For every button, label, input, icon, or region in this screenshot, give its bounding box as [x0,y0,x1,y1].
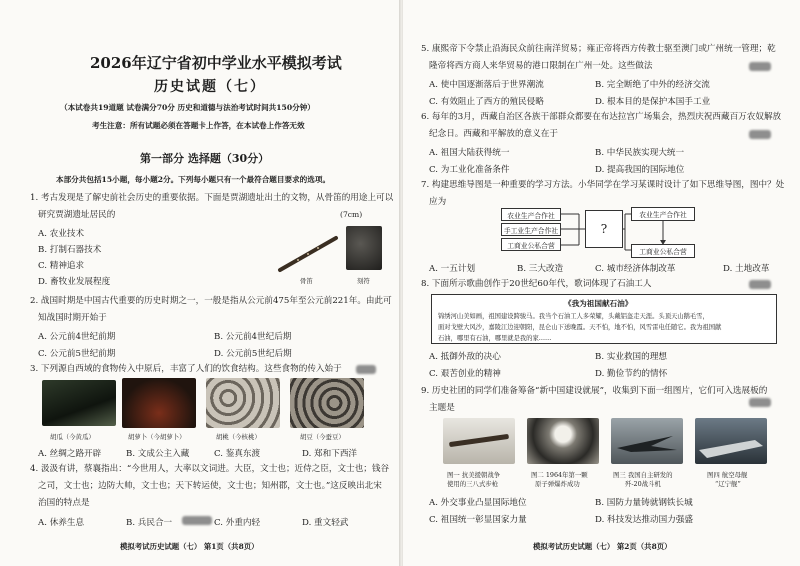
broad-bean-image [290,378,364,428]
q9-caption-4b: “辽宁舰” [715,480,741,488]
mindmap-box-public-private-right: 工商业公私合营 [631,244,695,258]
q9-option-b[interactable]: B. 国防力量铸就钢铁长城 [595,498,693,508]
q2-option-b[interactable]: B. 公元前4世纪后期 [214,332,292,342]
atomic-bomb-image [527,418,599,464]
q6-option-c[interactable]: C. 为工业化准备条件 [429,165,510,175]
q9-caption-4a: 图四 航空母舰 [707,471,748,479]
redaction-mark [356,365,376,374]
q8-stem: 8. 下面所示歌曲创作于20世纪60年代，歌词体现了石油工人 [421,279,652,289]
q2-stem-line1: 2. 战国时期是中国古代重要的历史时期之一，一般是指从公元前475年至公元前221年。由此可 [30,296,392,306]
q7-option-d[interactable]: D. 土地改革 [723,264,770,274]
q1-option-b[interactable]: B. 打制石器技术 [38,245,102,255]
walnut-image [206,378,280,428]
q9-stem-line1: 9. 历史社团的同学们准备筹备“新中国建设就展”，收集到下面一组图片，它们可入选展板的 [421,386,768,396]
q5-option-c[interactable]: C. 有效阻止了西方的殖民侵略 [429,97,544,107]
q2-option-c[interactable]: C. 公元前5世纪前期 [38,349,116,359]
q3-caption-3: 胡桃（今核桃） [216,433,261,441]
q9-caption-2b: 原子弹爆炸成功 [535,480,580,488]
q5-stem-line2: 隆帝将西方商人来华贸易的港口限制在广州一处。这些做法 [429,61,653,71]
q5-option-b[interactable]: B. 完全断绝了中外的经济交流 [595,80,710,90]
q2-option-d[interactable]: D. 公元前5世纪后期 [214,349,292,359]
q7-stem-line1: 7. 构建思维导图是一种重要的学习方法。小华同学在学习某课时设计了如下思维导图，图中？处 [421,180,785,190]
q3-caption-1: 胡瓜（今黄瓜） [50,433,95,441]
q4-option-d[interactable]: D. 重文轻武 [302,518,349,528]
q8-lyrics-line2: 面对戈壁大风沙，嘉陵江边迎朝阳，昆仑山下送晚霞。天不怕，地不怕，风雪雷电任随它。我为祖国献 [438,324,722,331]
q8-lyrics-title: 《我为祖国献石油》 [564,299,633,308]
q4-stem-line3: 治国的特点是 [38,498,90,508]
q2-option-a[interactable]: A. 公元前4世纪前期 [38,332,116,342]
q9-caption-1a: 图一 抗美援朝战争 [447,471,501,479]
carrot-image [122,378,196,428]
q6-option-b[interactable]: B. 中华民族实现大统一 [595,148,685,158]
q8-lyrics-line3: 石油，哪里有石油，哪里就是我的家…… [438,335,552,342]
mindmap-box-agri-coop: 农业生产合作社 [501,208,561,221]
q1-scale: (7cm) [340,210,363,219]
part1-instructions: 本部分共包括15小题，每小题2分。下列每小题只有一个最符合题目要求的选项。 [56,175,331,184]
q1-caption-flute: 骨笛 [300,277,313,285]
q6-stem-line2: 纪念日。西藏和平解放的意义在于 [429,129,558,139]
redaction-mark [749,62,771,71]
q9-option-d[interactable]: D. 科技发达推动国力强盛 [595,515,693,525]
q4-option-b[interactable]: B. 兵民合一 [126,518,173,528]
q8-option-a[interactable]: A. 抵御外敌的决心 [429,352,501,362]
bone-flute-image [276,232,340,274]
q1-option-c[interactable]: C. 精神追求 [38,261,85,271]
exam-notice: 考生注意：所有试题必须在答题卡上作答，在本试卷上作答无效 [92,121,305,130]
exam-info: （本试卷共19道题 试卷满分70分 历史和道德与法治考试时间共150分钟） [60,103,315,112]
cucumber-image [42,380,116,426]
mindmap-box-handicraft-coop: 手工业生产合作社 [501,223,561,236]
q9-caption-1b: 使用的三八式步枪 [447,480,499,488]
redaction-mark [749,398,771,407]
q3-caption-4: 胡豆（今蚕豆） [300,433,345,441]
q8-option-d[interactable]: D. 勤俭节约的情怀 [595,369,668,379]
q6-stem-line1: 6. 每年的3月，西藏自治区各族干部群众都要在布达拉宫广场集会，热烈庆祝西藏百万农奴解放 [421,112,782,122]
liaoning-carrier-image [695,418,767,464]
redaction-mark [749,130,771,139]
redaction-mark [749,280,771,289]
q9-option-a[interactable]: A. 外交事业凸显国际地位 [429,498,527,508]
q2-stem-line2: 知战国时期开始于 [38,313,107,323]
q7-option-b[interactable]: B. 三大改造 [517,264,564,274]
q7-option-a[interactable]: A. 一五计划 [429,264,476,274]
q3-option-d[interactable]: D. 郑和下西洋 [302,449,358,459]
q4-option-c[interactable]: C. 外重内轻 [214,518,261,528]
q1-stem-line2: 研究贾湖遗址居民的 [38,210,116,220]
q1-option-a[interactable]: A. 农业技术 [38,229,85,239]
right-footer: 模拟考试历史试题（七） 第2页（共8页） [533,542,672,551]
q1-caption-symbol: 刻符 [357,277,370,285]
j20-fighter-image [611,418,683,464]
rifle-image [443,418,515,464]
q5-option-d[interactable]: D. 根本目的是保护本国手工业 [595,97,711,107]
q9-stem-line2: 主题是 [429,403,455,413]
mindmap-box-question: ? [585,210,623,248]
q3-option-b[interactable]: B. 文成公主入藏 [126,449,190,459]
q7-option-c[interactable]: C. 城市经济体制改革 [595,264,676,274]
q8-option-b[interactable]: B. 实业救国的理想 [595,352,667,362]
q9-caption-3b: 歼-20战斗机 [625,480,661,488]
redaction-mark [182,516,212,525]
part1-heading: 第一部分 选择题（30分） [140,152,270,165]
q8-lyrics-line1: 锦绣河山美如画，祖国建设跨骏马。我当个石油工人多荣耀，头戴铝盔走天涯。头顶天山鹅毛雪， [438,313,709,320]
q4-option-a[interactable]: A. 休养生息 [38,518,85,528]
q6-option-d[interactable]: D. 提高我国的国际地位 [595,165,685,175]
carved-symbol-image [346,226,382,270]
q3-option-a[interactable]: A. 丝绸之路开辟 [38,449,102,459]
q9-caption-3a: 图三 我国自主研发的 [613,471,673,479]
q8-lyrics-box [431,294,777,344]
q1-stem-line1: 1. 考古发现是了解史前社会历史的重要依据。下面是贾湖遗址出土的文物，从骨笛的用途上可以 [30,193,394,203]
q9-caption-2a: 图二 1964年第一颗 [531,471,588,479]
q7-stem-line2: 应为 [429,197,447,207]
q8-option-c[interactable]: C. 艰苦创业的精神 [429,369,501,379]
q9-option-c[interactable]: C. 祖国统一彰显国家力量 [429,515,527,525]
mindmap-box-public-private: 工商业公私合营 [501,238,561,251]
q3-option-c[interactable]: C. 鉴真东渡 [214,449,261,459]
left-footer: 模拟考试历史试题（七） 第1页（共8页） [120,542,259,551]
q3-stem: 3. 下列源自西域的食物传入中原后，丰富了人们的饮食结构。这些食物的传入始于 [30,364,342,374]
q3-caption-2: 胡萝卜（今胡萝卜） [128,433,186,441]
right-page [403,0,800,566]
q5-stem-line1: 5. 康熙帝下令禁止沿海民众前往南洋贸易；雍正帝将西方传教士驱至澳门或广州统一管理；乾 [421,44,776,54]
q5-option-a[interactable]: A. 使中国逐渐落后于世界潮流 [429,80,544,90]
q6-option-a[interactable]: A. 祖国大陆获得统一 [429,148,510,158]
q4-stem-line2: 之司，文士也；边防大帅，文士也；天下转运使，文士也；知州郡，文士也。”这反映出北宋 [38,481,382,491]
mindmap-box-agri-coop-right: 农业生产合作社 [631,207,695,221]
exam-title: 2026年辽宁省初中学业水平模拟考试 [90,54,342,72]
exam-subtitle: 历史试题（七） [154,79,266,95]
q1-option-d[interactable]: D. 畜牧业发展程度 [38,277,111,287]
q4-stem-line1: 4. 汲汲有讲，蔡襄指出：“今世用人，大率以文词进。大臣，文士也；近侍之臣，文士也；钱谷 [30,464,390,474]
